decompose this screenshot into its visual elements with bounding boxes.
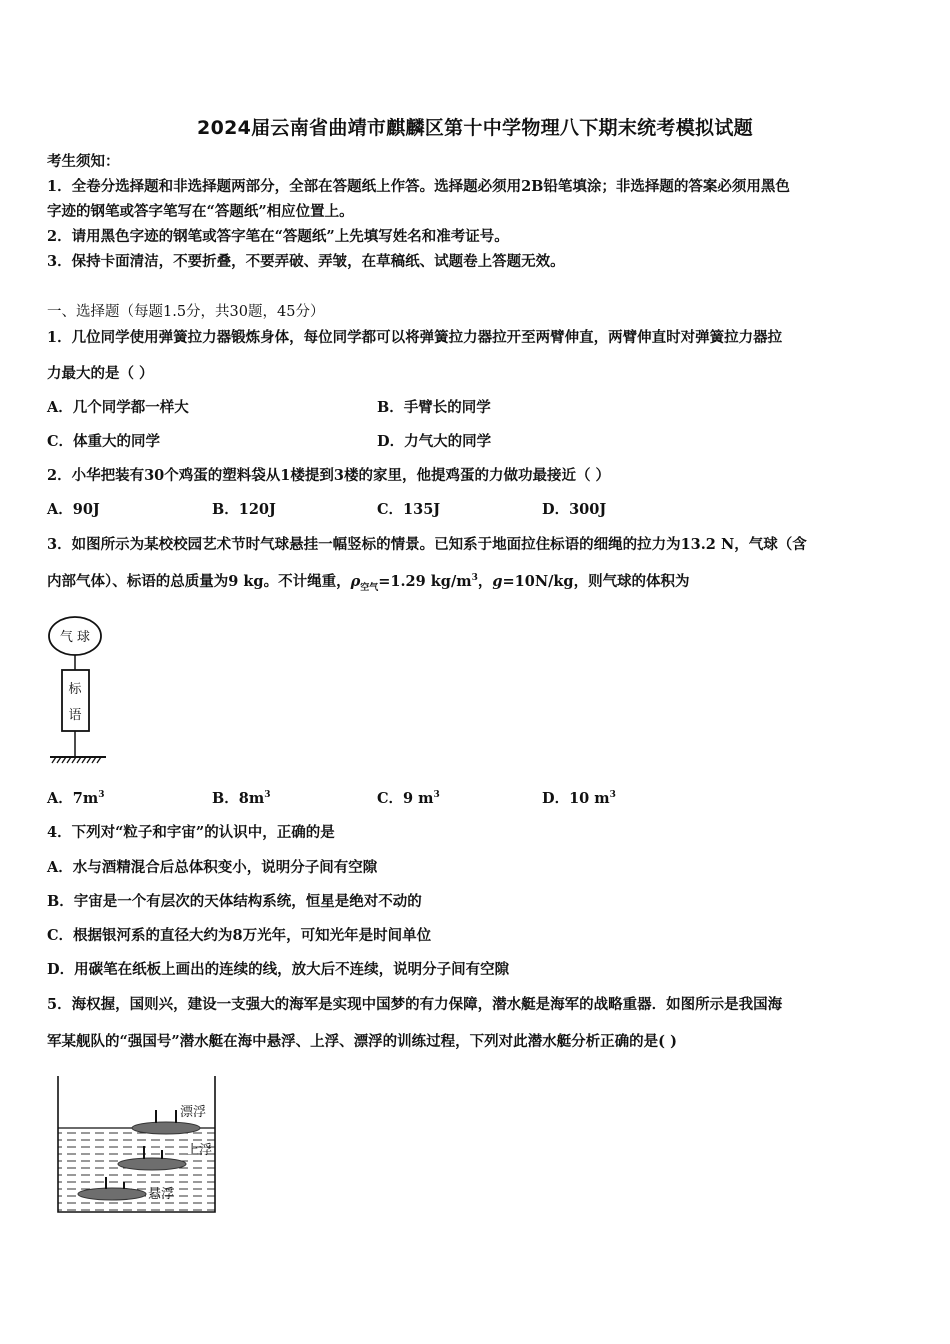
- q2-option-d: D．300J: [542, 501, 607, 518]
- cube-superscript: 3: [471, 573, 478, 584]
- q4-option-c: C．根据银河系的直径大约为8万光年，可知光年是时间单位: [47, 927, 432, 944]
- label-suspend: 悬浮: [148, 1187, 175, 1202]
- cube-superscript: 3: [609, 790, 616, 801]
- q1-option-a: A．几个同学都一样大: [47, 399, 189, 416]
- q2-option-c: C．135J: [377, 501, 441, 518]
- q3-option-label: D．10 m: [542, 790, 610, 807]
- q1-option-d: D．力气大的同学: [377, 433, 492, 450]
- banner-label-bottom: 语: [68, 708, 82, 723]
- q2-option-b: B．120J: [212, 501, 276, 518]
- q4-option-b: B．宇宙是一个有层次的天体结构系统，恒星是绝对不动的: [47, 893, 422, 910]
- q3-option-label: B．8m: [212, 790, 265, 807]
- notice-item: 字迹的钢笔或答字笔写在“答题纸”相应位置上。: [47, 203, 354, 220]
- q3-option-c: [377, 789, 440, 809]
- q3-option-label: A．7m: [47, 790, 99, 807]
- notice-item: 3．保持卡面清洁，不要折叠，不要弄破、弄皱，在草稿纸、试题卷上答题无效。: [47, 253, 565, 270]
- q1-stem: 力最大的是（ ）: [47, 365, 154, 382]
- q4-option-a: A．水与酒精混合后总体积变小，说明分子间有空隙: [47, 859, 378, 876]
- notice-item: 1．全卷分选择题和非选择题两部分，全部在答题纸上作答。选择题必须用2B铅笔填涂；非选择题的答案必须用黑色: [47, 178, 790, 195]
- q1-option-c: C．体重大的同学: [47, 433, 161, 450]
- notice-heading: 考生须知：: [47, 153, 120, 170]
- rho-symbol: ρ: [350, 573, 361, 590]
- page-title: 2024届云南省曲靖市麒麟区第十中学物理八下期末统考模拟试题: [197, 117, 753, 139]
- q3-text: =1.29 kg/m: [378, 573, 472, 590]
- q3-text: 内部气体）、标语的总质量为9 kg。不计绳重，: [47, 573, 351, 590]
- q5-stem: 军某舰队的“强国号”潜水艇在海中悬浮、上浮、漂浮的训练过程，下列对此潜水艇分析正确的是( ): [47, 1033, 677, 1050]
- q2-stem: 2．小华把装有30个鸡蛋的塑料袋从1楼提到3楼的家里，他提鸡蛋的力做功最接近（ ）: [47, 467, 610, 484]
- cube-superscript: 3: [433, 790, 440, 801]
- q4-stem: 4．下列对“粒子和宇宙”的认识中，正确的是: [47, 824, 335, 841]
- q3-option-label: C．9 m: [377, 790, 434, 807]
- g-symbol: g: [492, 573, 503, 590]
- q3-option-a: [47, 789, 104, 809]
- submarine-suspended: [78, 1188, 146, 1200]
- balloon-label: 气 球: [59, 630, 91, 645]
- q3-text: ，: [477, 573, 493, 590]
- q3-stem: 3．如图所示为某校校园艺术节时气球悬挂一幅竖标的情景。已知系于地面拉住标语的细绳的拉力为13.2 N，气球（含: [47, 536, 807, 553]
- notice-item: 2．请用黑色字迹的钢笔或答字笔在“答题纸”上先填写姓名和准考证号。: [47, 228, 509, 245]
- q4-option-d: D．用碳笔在纸板上画出的连续的线，放大后不连续，说明分子间有空隙: [47, 961, 510, 978]
- rho-subscript: 空气: [360, 582, 379, 593]
- q3-option-d: [542, 789, 616, 809]
- q3-text: =10N/kg，则气球的体积为: [502, 573, 690, 590]
- submarine-floating: [132, 1122, 200, 1134]
- submarine-rising: [118, 1158, 186, 1170]
- cube-superscript: 3: [98, 790, 105, 801]
- submarine-figure: [52, 1074, 224, 1218]
- q3-stem-line2: [47, 572, 690, 592]
- q1-option-b: B．手臂长的同学: [377, 399, 491, 416]
- balloon-figure: [44, 612, 114, 768]
- label-float: 漂浮: [180, 1105, 207, 1120]
- q2-option-a: A．90J: [47, 501, 100, 518]
- section-heading: 一、选择题（每题1.5分，共30题，45分）: [47, 304, 325, 320]
- cube-superscript: 3: [264, 790, 271, 801]
- banner-label-top: 标: [68, 682, 82, 697]
- q3-option-b: [212, 789, 270, 809]
- water-area: [58, 1128, 215, 1212]
- label-rise: 上浮: [186, 1143, 213, 1158]
- q5-stem: 5．海权握，国则兴，建设一支强大的海军是实现中国梦的有力保障，潜水艇是海军的战略重器．如图所示是我国海: [47, 996, 783, 1013]
- q1-stem: 1．几位同学使用弹簧拉力器锻炼身体，每位同学都可以将弹簧拉力器拉开至两臂伸直，两臂伸直时对弹簧拉力器拉: [47, 329, 783, 346]
